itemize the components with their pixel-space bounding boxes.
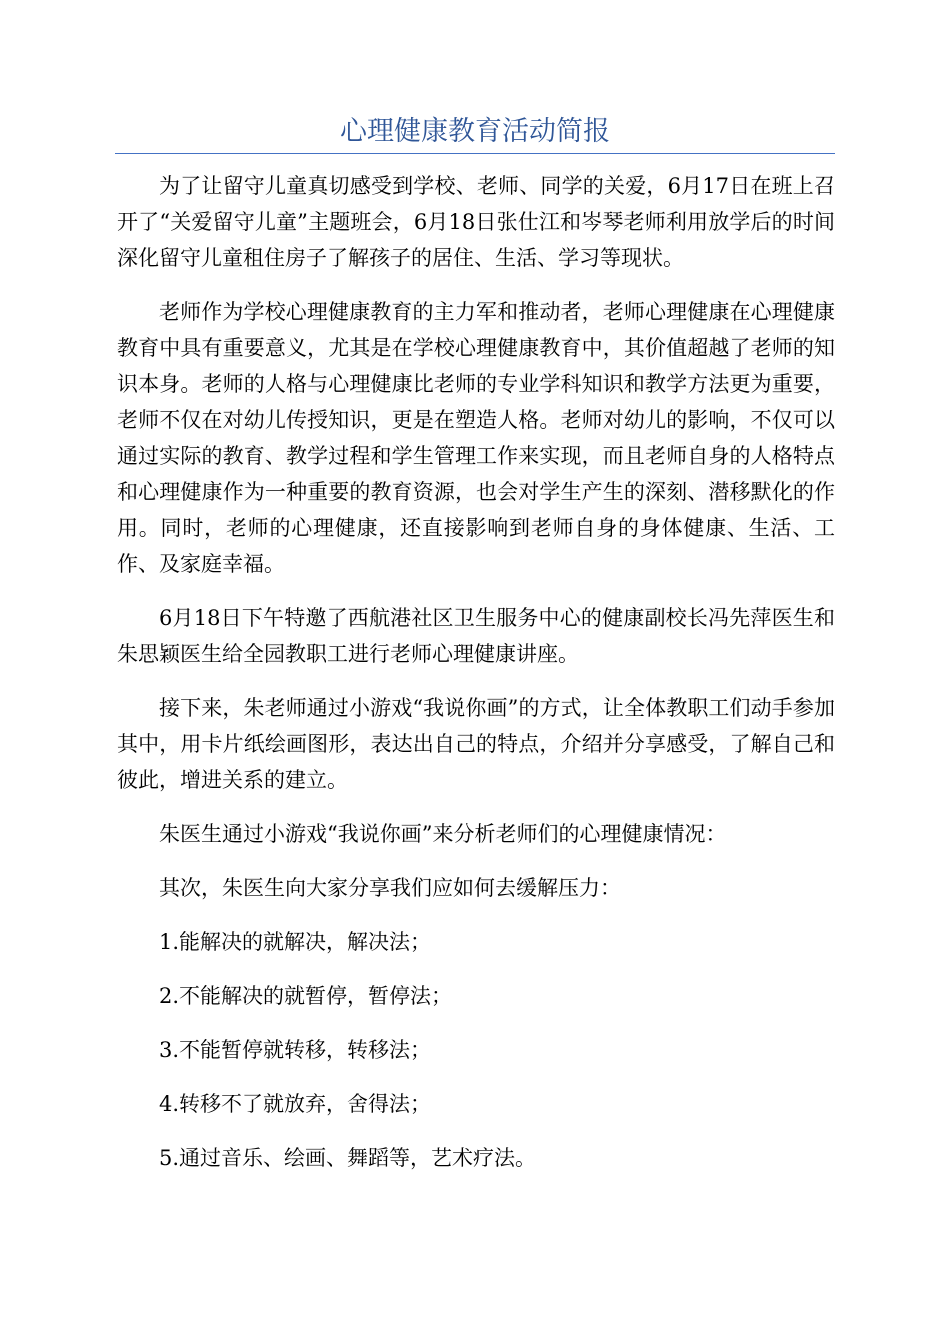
paragraph-teacher-role: 老师作为学校心理健康教育的主力军和推动者，老师心理健康在心理健康教育中具有重要意义，尤其是在学校心理健康教育中，其价值超越了老师的知识本身。老师的人格与心理健康比老师的专业学科知识和教学方法更为重要，老师不仅在对幼儿传授知识，更是在塑造人格。老师对幼儿的影响，不仅可以通过实际的教育、教学过程和学生管理工作来实现，而且老师自身的人格特点和心理健康作为一种重要的教育资源，也会对学生产生的深刻、潜移默化的作用。同时，老师的心理健康，还直接影响到老师自身的身体健康、生活、工作、及家庭幸福。 bbox=[117, 300, 835, 576]
paragraph-analysis: 朱医生通过小游戏“我说你画”来分析老师们的心理健康情况： bbox=[159, 822, 727, 846]
paragraph-stress-intro: 其次，朱医生向大家分享我们应如何去缓解压力： bbox=[159, 876, 621, 900]
paragraph-game: 接下来，朱老师通过小游戏“我说你画”的方式，让全体教职工们动手参加其中，用卡片纸绘画图形，表达出自己的特点，介绍并分享感受，了解自己和彼此，增进关系的建立。 bbox=[117, 696, 835, 792]
paragraph-lecture: 6月18日下午特邀了西航港社区卫生服务中心的健康副校长冯先萍医生和朱思颖医生给全园教职工进行老师心理健康讲座。 bbox=[117, 606, 835, 666]
list-item-4: 4.转移不了就放弃，舍得法； bbox=[159, 1092, 432, 1116]
document-title: 心理健康教育活动简报 bbox=[340, 116, 610, 147]
list-item-5: 5.通过音乐、绘画、舞蹈等，艺术疗法。 bbox=[159, 1146, 537, 1170]
title-underline bbox=[115, 153, 835, 154]
list-item-1: 1.能解决的就解决，解决法； bbox=[159, 930, 432, 954]
list-item-3: 3.不能暂停就转移，转移法； bbox=[159, 1038, 432, 1062]
document-body bbox=[117, 168, 835, 1194]
paragraph-intro: 为了让留守儿童真切感受到学校、老师、同学的关爱，6月17日在班上召开了“关爱留守儿童”主题班会，6月18日张仕江和岑琴老师利用放学后的时间深化留守儿童租住房子了解孩子的居住、生活、学习等现状。 bbox=[117, 174, 835, 270]
list-item-2: 2.不能解决的就暂停，暂停法； bbox=[159, 984, 453, 1008]
